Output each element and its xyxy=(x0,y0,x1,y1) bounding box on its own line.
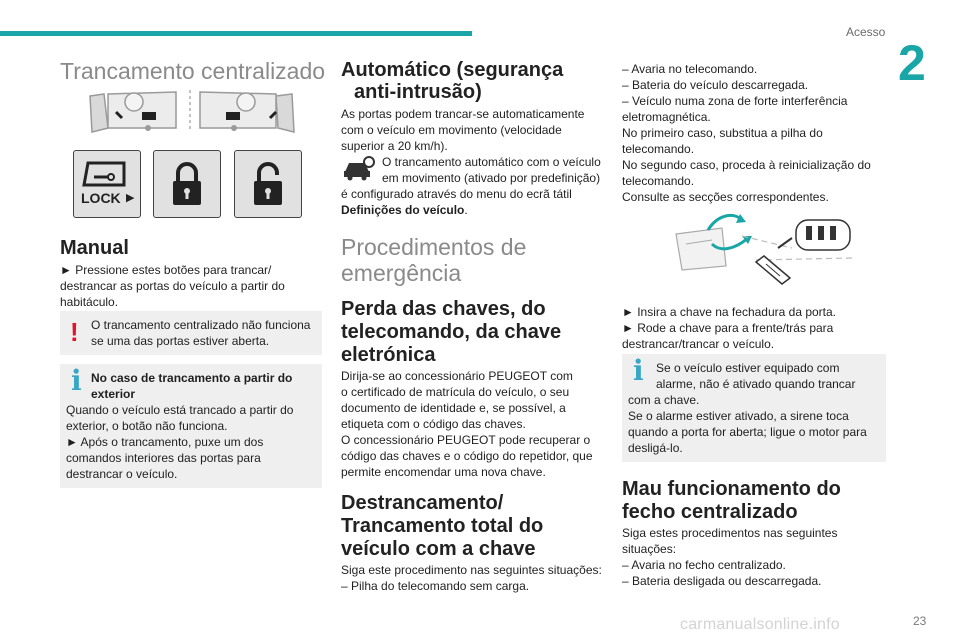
info-line-3: Quando o veículo está trancado a partir do xyxy=(66,403,294,417)
play-arrow-icon: ▶ xyxy=(126,192,135,204)
alarm-info-line-1: Se o veículo estiver equipado com xyxy=(656,361,840,375)
malfunction-line-2: situações: xyxy=(622,542,677,556)
manual-line-3: habitáculo. xyxy=(60,295,119,309)
situation-line-8: telecomando. xyxy=(622,174,695,188)
step-line-2: ► Rode a chave para a frente/trás para xyxy=(622,321,834,335)
page-title: Trancamento centralizado xyxy=(60,58,326,84)
car-interior-illustration xyxy=(86,88,298,134)
alarm-info-line-4: Se o alarme estiver ativado, a sirene toca xyxy=(628,409,849,423)
info-line-1: No caso de trancamento a partir do xyxy=(91,371,293,385)
lost-line-5: O concessionário PEUGEOT pode recuperar o xyxy=(341,433,591,447)
malfunction-line-3: – Avaria no fecho centralizado. xyxy=(622,558,786,572)
alarm-info-line-3: com a chave. xyxy=(628,393,700,407)
malfunction-line-1: Siga estes procedimentos nas seguintes xyxy=(622,526,838,540)
info-icon: i xyxy=(71,364,82,397)
warning-box xyxy=(60,311,322,355)
warning-exclamation-icon: ! xyxy=(70,317,79,347)
locked-padlock-tile xyxy=(153,150,221,218)
situation-line-9: Consulte as secções correspondentes. xyxy=(622,190,829,204)
situation-line-3: – Veículo numa zona de forte interferência xyxy=(622,94,848,108)
info-line-4: exterior, o botão não funciona. xyxy=(66,419,228,433)
unlock-heading-line-2: Trancamento total do xyxy=(341,515,544,537)
lost-line-7: permite encomendar uma nova chave. xyxy=(341,465,546,479)
unlock-line-1: Siga este procedimento nas seguintes situações: xyxy=(341,563,602,577)
situation-line-1: – Avaria no telecomando. xyxy=(622,62,758,76)
car-door-icon xyxy=(74,151,140,217)
situation-line-7: No segundo caso, proceda à reinicialização do xyxy=(622,158,871,172)
key-in-lock-illustration xyxy=(672,208,860,290)
vehicle-settings-menu: Definições do veículo xyxy=(341,203,465,217)
lock-label: LOCK xyxy=(81,190,121,206)
section-title: Acesso xyxy=(846,25,886,39)
situation-line-4: eletromagnética. xyxy=(622,110,711,124)
header-accent-bar xyxy=(0,31,472,36)
lost-line-6: código das chaves e o código do repetidor, que xyxy=(341,449,593,463)
info-line-7: destrancar o veículo. xyxy=(66,467,178,481)
emergency-heading-line-2: emergência xyxy=(341,260,462,286)
auto-line-1: As portas podem trancar-se automaticamente xyxy=(341,107,585,121)
warning-line-2: se uma das portas estiver aberta. xyxy=(91,334,270,348)
unlock-heading-line-1: Destrancamento/ xyxy=(341,492,504,514)
info-box xyxy=(60,364,322,488)
lost-keys-heading-line-1: Perda das chaves, do xyxy=(341,298,546,320)
info-line-2: exterior xyxy=(91,387,136,401)
chapter-number: 2 xyxy=(898,35,926,91)
step-line-1: ► Insira a chave na fechadura da porta. xyxy=(622,305,837,319)
auto-line-7: Definições do veículo. xyxy=(341,203,468,217)
manual-heading: Manual xyxy=(60,237,129,259)
unlock-line-2: – Pilha do telecomando sem carga. xyxy=(341,579,530,593)
lost-keys-heading-line-3: eletrónica xyxy=(341,344,436,366)
auto-line-5: em movimento (ativado por predefinição) xyxy=(382,171,601,185)
emergency-heading-line-1: Procedimentos de xyxy=(341,234,527,260)
auto-line-4: O trancamento automático com o veículo xyxy=(382,155,601,169)
malfunction-heading-line-1: Mau funcionamento do xyxy=(622,478,841,500)
lost-line-4: etiqueta com o código das chaves. xyxy=(341,417,526,431)
situation-line-2: – Bateria do veículo descarregada. xyxy=(622,78,809,92)
auto-line-3: superior a 20 km/h). xyxy=(341,139,448,153)
situation-line-5: No primeiro caso, substitua a pilha do xyxy=(622,126,823,140)
lost-line-1: Dirija-se ao concessionário PEUGEOT com xyxy=(341,369,573,383)
info-icon: i xyxy=(633,354,644,387)
manual-line-1: ► Pressione estes botões para trancar/ xyxy=(60,263,272,277)
unlock-heading-line-3: veículo com a chave xyxy=(341,538,536,560)
auto-line-2: com o veículo em movimento (velocidade xyxy=(341,123,562,137)
watermark: carmanualsonline.info xyxy=(680,616,840,633)
situation-line-6: telecomando. xyxy=(622,142,695,156)
padlock-closed-icon xyxy=(154,151,220,217)
lost-line-3: documento de identidade e, se possível, a xyxy=(341,401,566,415)
warning-line-1: O trancamento centralizado não funciona xyxy=(91,318,311,332)
alarm-info-line-6: desligá-lo. xyxy=(628,441,683,455)
alarm-info-box xyxy=(622,354,886,462)
auto-heading-line-2: anti-intrusão) xyxy=(354,81,482,103)
alarm-info-line-2: alarme, não é ativado quando trancar xyxy=(656,377,856,391)
manual-line-2: destrancar as portas do veículo a partir do xyxy=(60,279,285,293)
page-number: 23 xyxy=(913,614,927,628)
lost-keys-heading-line-2: telecomando, da chave xyxy=(341,321,562,343)
unlocked-padlock-tile xyxy=(234,150,302,218)
info-line-6: comandos interiores das portas para xyxy=(66,451,261,465)
info-line-5: ► Após o trancamento, puxe um dos xyxy=(66,435,264,449)
step-line-3: destrancar/trancar o veículo. xyxy=(622,337,775,351)
car-settings-icon xyxy=(341,154,375,182)
padlock-open-icon xyxy=(235,151,301,217)
auto-line-6: é configurado através do menu do ecrã tátil xyxy=(341,187,572,201)
lost-line-2: o certificado de matrícula do veículo, o seu xyxy=(341,385,570,399)
auto-heading-line-1: Automático (segurança xyxy=(341,59,564,81)
malfunction-heading-line-2: fecho centralizado xyxy=(622,501,798,523)
lock-button-tile xyxy=(73,150,141,218)
alarm-info-line-5: quando a porta for aberta; ligue o motor para xyxy=(628,425,867,439)
malfunction-line-4: – Bateria desligada ou descarregada. xyxy=(622,574,822,588)
